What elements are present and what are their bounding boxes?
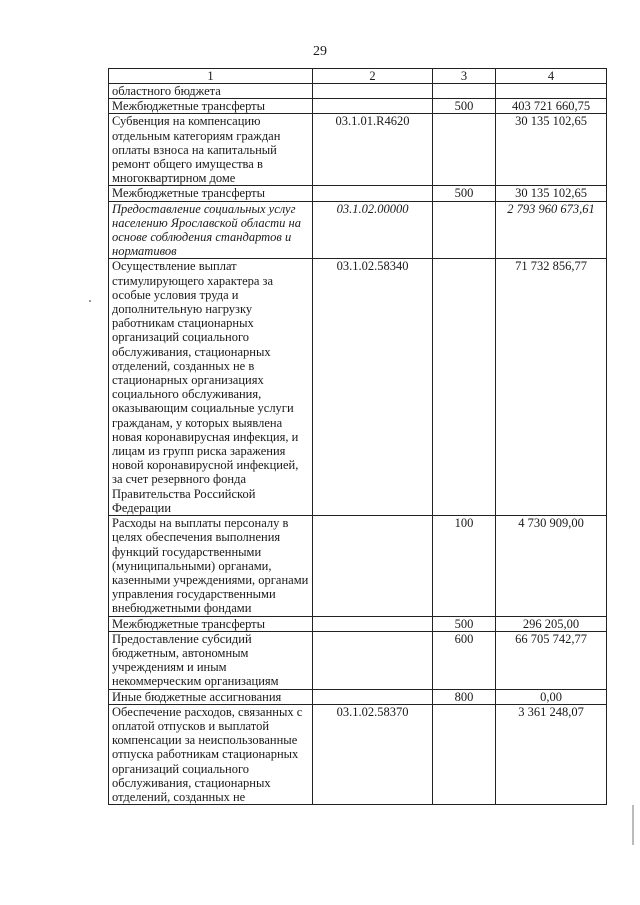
classification-code-cell: 03.1.02.58340 xyxy=(313,259,433,516)
page-number: 29 xyxy=(313,44,327,59)
expense-type-cell xyxy=(433,84,496,99)
classification-code-cell xyxy=(313,186,433,201)
item-name-cell: Межбюджетные трансферты xyxy=(109,186,313,201)
expense-type-cell xyxy=(433,201,496,259)
classification-code-cell xyxy=(313,689,433,704)
column-header: 2 xyxy=(313,69,433,84)
expense-type-cell xyxy=(433,704,496,804)
table-row xyxy=(109,689,607,704)
budget-table xyxy=(108,68,607,805)
table-row xyxy=(109,84,607,99)
classification-code-cell: 03.1.02.00000 xyxy=(313,201,433,259)
classification-code-cell: 03.1.01.R4620 xyxy=(313,114,433,186)
expense-type-cell: 500 xyxy=(433,99,496,114)
classification-code-cell xyxy=(313,616,433,631)
amount-cell xyxy=(496,84,607,99)
expense-type-cell: 500 xyxy=(433,616,496,631)
margin-mark xyxy=(89,300,91,302)
item-name-cell: Осуществление выплат стимулирующего характера за особые условия труда и дополнительную нагрузку работникам стационарных организаций социального обслуживания, стационарных отделений, созданных не в стационарных организациях социального обслуживания, оказывающим социальные услуги гражданам, у которых выявлена новая коронавирусная инфекция, и лицам из групп риска заражения новой коронавирусной инфекцией, за счет резервного фонда Правительства Российской Федерации xyxy=(109,259,313,516)
amount-cell: 71 732 856,77 xyxy=(496,259,607,516)
table-row xyxy=(109,114,607,186)
scan-edge-mark xyxy=(632,805,634,845)
column-header: 3 xyxy=(433,69,496,84)
amount-cell: 4 730 909,00 xyxy=(496,516,607,616)
classification-code-cell xyxy=(313,631,433,689)
amount-cell: 0,00 xyxy=(496,689,607,704)
table-row xyxy=(109,186,607,201)
item-name-cell: Межбюджетные трансферты xyxy=(109,99,313,114)
table-row xyxy=(109,631,607,689)
item-name-cell: Обеспечение расходов, связанных с оплатой отпусков и выплатой компенсации за неиспользованные отпуска работникам стационарных организаций социального обслуживания, стационарных отделений, созданных не xyxy=(109,704,313,804)
table-row xyxy=(109,259,607,516)
expense-type-cell xyxy=(433,114,496,186)
amount-cell: 296 205,00 xyxy=(496,616,607,631)
table-body xyxy=(109,84,607,805)
table-row xyxy=(109,616,607,631)
column-header: 1 xyxy=(109,69,313,84)
table-row xyxy=(109,516,607,616)
table-row xyxy=(109,201,607,259)
item-name-cell: Предоставление социальных услуг населению Ярославской области на основе соблюдения стандартов и нормативов xyxy=(109,201,313,259)
item-name-cell: Расходы на выплаты персоналу в целях обеспечения выполнения функций государственными (муниципальными) органами, казенными учреждениями, органами управления государственными внебюджетными фондами xyxy=(109,516,313,616)
table-header-row xyxy=(109,69,607,84)
item-name-cell: Субвенция на компенсацию отдельным категориям граждан оплаты взноса на капитальный ремонт общего имущества в многоквартирном доме xyxy=(109,114,313,186)
column-header: 4 xyxy=(496,69,607,84)
expense-type-cell: 800 xyxy=(433,689,496,704)
classification-code-cell xyxy=(313,516,433,616)
amount-cell: 30 135 102,65 xyxy=(496,114,607,186)
amount-cell: 30 135 102,65 xyxy=(496,186,607,201)
amount-cell: 3 361 248,07 xyxy=(496,704,607,804)
amount-cell: 2 793 960 673,61 xyxy=(496,201,607,259)
expense-type-cell: 500 xyxy=(433,186,496,201)
table-row xyxy=(109,704,607,804)
expense-type-cell xyxy=(433,259,496,516)
classification-code-cell xyxy=(313,99,433,114)
table-row xyxy=(109,99,607,114)
amount-cell: 66 705 742,77 xyxy=(496,631,607,689)
expense-type-cell: 600 xyxy=(433,631,496,689)
item-name-cell: Предоставление субсидий бюджетным, автономным учреждениям и иным некоммерческим организациям xyxy=(109,631,313,689)
item-name-cell: Иные бюджетные ассигнования xyxy=(109,689,313,704)
item-name-cell: Межбюджетные трансферты xyxy=(109,616,313,631)
item-name-cell: областного бюджета xyxy=(109,84,313,99)
amount-cell: 403 721 660,75 xyxy=(496,99,607,114)
expense-type-cell: 100 xyxy=(433,516,496,616)
classification-code-cell: 03.1.02.58370 xyxy=(313,704,433,804)
classification-code-cell xyxy=(313,84,433,99)
